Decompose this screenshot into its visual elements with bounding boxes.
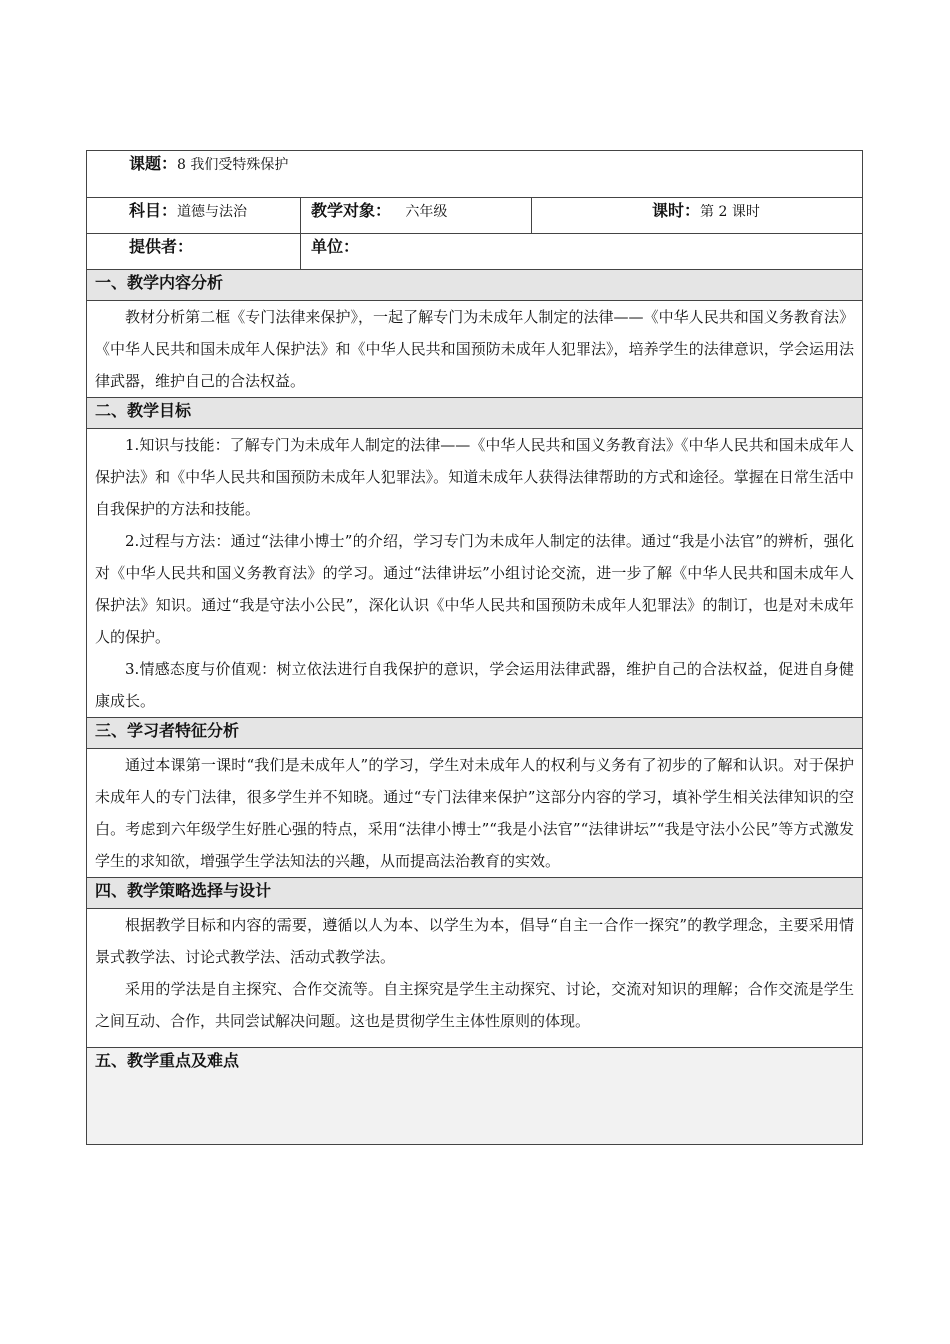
audience-cell <box>301 198 532 234</box>
unit-label: 单位： <box>311 237 360 256</box>
section-heading-cell <box>87 1048 863 1145</box>
section-heading-row <box>87 718 863 749</box>
provider-row <box>87 234 863 270</box>
section-heading: 四、教学策略选择与设计 <box>95 881 272 900</box>
period-label: 课时： <box>652 201 701 220</box>
section-body-cell <box>87 909 863 1048</box>
subject-cell <box>87 198 301 234</box>
subject-value: 道德与法治 <box>177 204 248 220</box>
section-heading-cell <box>87 398 863 429</box>
title-label: 课题： <box>129 154 178 173</box>
title-value: 8 我们受特殊保护 <box>177 157 289 173</box>
section-heading-cell <box>87 718 863 749</box>
section-heading-row <box>87 878 863 909</box>
unit-cell <box>301 234 863 270</box>
lesson-plan-table <box>86 150 863 1145</box>
section-body-cell <box>87 301 863 398</box>
section-body-cell <box>87 429 863 718</box>
section-heading: 二、教学目标 <box>95 401 192 420</box>
section-paragraph: 2.过程与方法：通过“法律小博士”的介绍，学习专门为未成年人制定的法律。通过“我是小法官”的辨析，强化对《中华人民共和国义务教育法》的学习。通过“法律讲坛”小组讨论交流，进一步了解《中华人民共和国未成年人保护法》知识。通过“我是守法小公民”，深化认识《中华人民共和国预防未成年人犯罪法》的制订，也是对未成年人的保护。 <box>95 532 854 646</box>
section-paragraph: 通过本课第一课时“我们是未成年人”的学习，学生对未成年人的权利与义务有了初步的了解和认识。对于保护未成年人的专门法律，很多学生并不知晓。通过“专门法律来保护”这部分内容的学习，填补学生相关法律知识的空白。考虑到六年级学生好胜心强的特点，采用“法律小博士”“我是小法官”“法律讲坛”“我是守法小公民”等方式激发学生的求知欲，增强学生学法知法的兴趣，从而提高法治教育的实效。 <box>95 756 854 870</box>
audience-label: 教学对象： <box>311 201 392 220</box>
section-heading: 一、教学内容分析 <box>95 273 224 292</box>
section-heading: 三、学习者特征分析 <box>95 721 240 740</box>
period-value: 第 2 课时 <box>700 204 760 220</box>
section-heading-row-last <box>87 1048 863 1145</box>
section-paragraph: 3.情感态度与价值观：树立依法进行自我保护的意识，学会运用法律武器，维护自己的合法权益，促进自身健康成长。 <box>95 660 854 710</box>
lesson-plan-sheet <box>86 150 862 1145</box>
title-cell <box>87 151 863 198</box>
provider-label: 提供者： <box>129 237 194 256</box>
title-row <box>87 151 863 198</box>
section-body-cell <box>87 749 863 878</box>
section-heading-cell <box>87 878 863 909</box>
section-heading: 五、教学重点及难点 <box>95 1051 240 1070</box>
audience-value: 六年级 <box>405 204 448 220</box>
section-paragraph: 根据教学目标和内容的需要，遵循以人为本、以学生为本，倡导“自主一合作一探究”的教学理念，主要采用情景式教学法、讨论式教学法、活动式教学法。 <box>95 916 854 966</box>
section-paragraph: 1.知识与技能：了解专门为未成年人制定的法律——《中华人民共和国义务教育法》《中华人民共和国未成年人保护法》和《中华人民共和国预防未成年人犯罪法》。知道未成年人获得法律帮助的方式和途径。掌握在日常生活中自我保护的方法和技能。 <box>95 436 854 518</box>
section-paragraph: 教材分析第二框《专门法律来保护》，一起了解专门为未成年人制定的法律——《中华人民共和国义务教育法》《中华人民共和国未成年人保护法》和《中华人民共和国预防未成年人犯罪法》，培养学生的法律意识，学会运用法律武器，维护自己的合法权益。 <box>95 308 854 390</box>
section-paragraph: 采用的学法是自主探究、合作交流等。自主探究是学生主动探究、讨论，交流对知识的理解；合作交流是学生之间互动、合作，共同尝试解决问题。这也是贯彻学生主体性原则的体现。 <box>95 980 854 1030</box>
subject-label: 科目： <box>129 201 178 220</box>
section-body-row <box>87 429 863 718</box>
section-heading-row <box>87 398 863 429</box>
section-body-row <box>87 909 863 1048</box>
section-heading-cell <box>87 270 863 301</box>
meta-row <box>87 198 863 234</box>
provider-cell <box>87 234 301 270</box>
section-body-row <box>87 749 863 878</box>
section-body-row <box>87 301 863 398</box>
section-heading-row <box>87 270 863 301</box>
period-cell <box>532 198 863 234</box>
